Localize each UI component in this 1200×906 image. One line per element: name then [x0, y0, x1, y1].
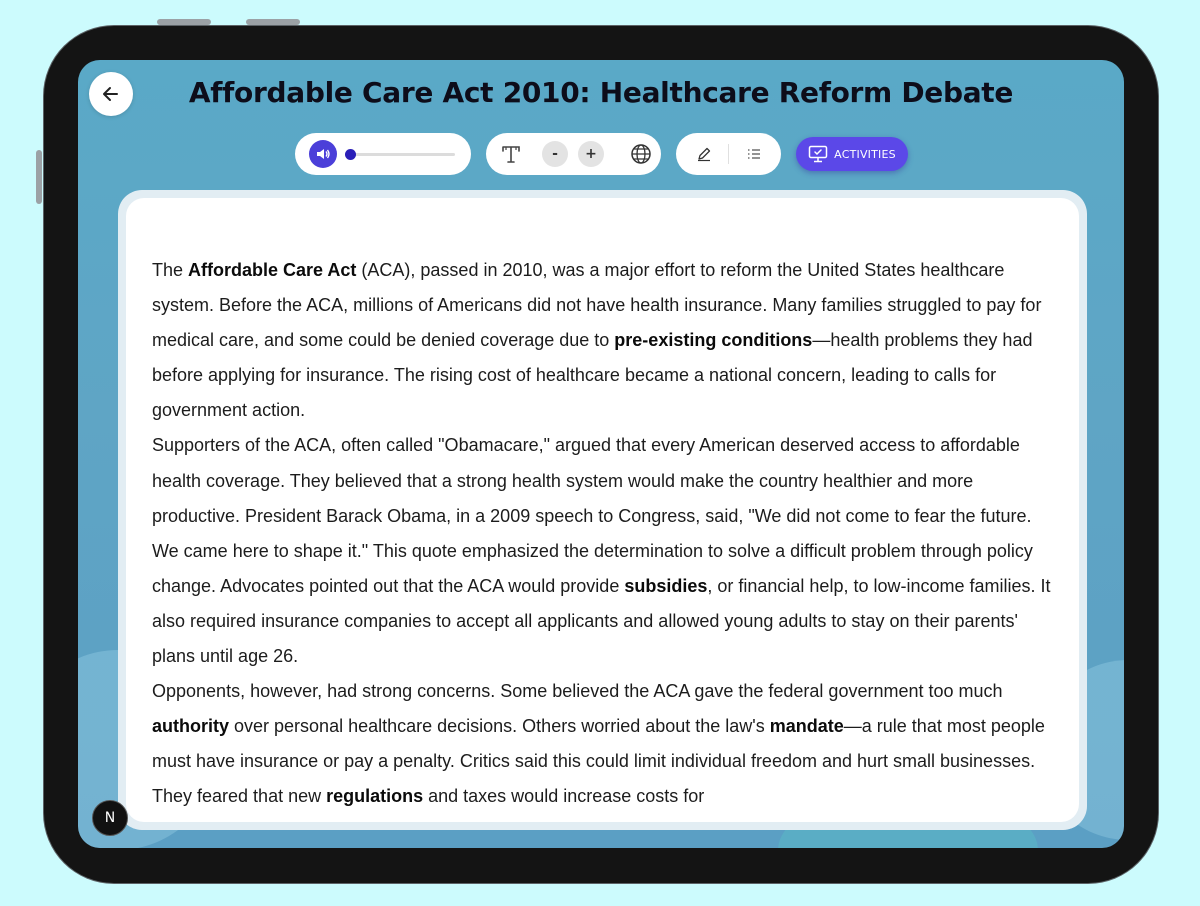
- paragraph-text: , or financial help, to low-income families. It also required insurance companies to accept all applicants and allowed young adults to stay on their parents' plans until age 26.: [152, 575, 1051, 667]
- key-term: subsidies: [624, 575, 708, 596]
- article-card[interactable]: [126, 198, 1079, 822]
- key-term: mandate: [769, 716, 844, 737]
- toolbar-divider: [728, 144, 729, 164]
- article-paragraph: [152, 253, 1062, 428]
- article-paragraph: [152, 674, 1062, 814]
- slider-thumb[interactable]: [345, 149, 356, 160]
- paragraph-text: and taxes would increase costs for: [423, 786, 705, 807]
- decrease-font-button[interactable]: -: [542, 141, 568, 167]
- highlight-button[interactable]: [696, 146, 712, 162]
- article-content: [152, 253, 1062, 815]
- reading-tools: [676, 133, 781, 175]
- list-icon: [746, 146, 762, 162]
- pencil-icon: [696, 146, 712, 162]
- page-title: Affordable Care Act 2010: Healthcare Reform Debate: [188, 76, 1014, 109]
- key-term: regulations: [326, 786, 424, 807]
- paragraph-text: over personal healthcare decisions. Others worried about the law's: [229, 716, 770, 737]
- tablet-frame: [44, 26, 1158, 883]
- dev-badge[interactable]: N: [92, 800, 128, 836]
- back-button[interactable]: [89, 72, 133, 116]
- text-size-icon: [500, 143, 522, 165]
- paragraph-text: —health problems they had before applying for insurance. The rising cost of healthcare became a national concern, leading to calls for government action.: [152, 330, 1033, 421]
- list-button[interactable]: [746, 146, 762, 162]
- monitor-check-icon: [808, 145, 828, 163]
- paragraph-text: The: [152, 260, 189, 280]
- play-audio-button[interactable]: [309, 140, 337, 168]
- speaker-icon: [315, 146, 331, 162]
- text-controls: [486, 133, 661, 175]
- activities-button[interactable]: [796, 137, 908, 171]
- article-paragraph: [152, 428, 1062, 674]
- article-card-frame: [118, 190, 1087, 830]
- activities-label: ACTIVITIES: [834, 147, 896, 161]
- app-screen: [78, 60, 1124, 848]
- volume-up-hardware-button: [157, 19, 211, 25]
- globe-icon: [630, 143, 652, 165]
- key-term: authority: [152, 716, 230, 737]
- key-term: pre-existing conditions: [614, 330, 813, 351]
- increase-font-button[interactable]: +: [578, 141, 604, 167]
- side-hardware-button: [36, 150, 42, 204]
- language-button[interactable]: [630, 143, 652, 165]
- key-term: Affordable Care Act: [188, 260, 357, 280]
- paragraph-text: (ACA), passed in 2010, was a major effort to reform the United States healthcare system. Before the ACA, millions of Americans did not have health insurance. Many families struggled to pay for medical care, and some could be denied coverage due to: [152, 260, 1042, 351]
- paragraph-text: Supporters of the ACA, often called "Obamacare," argued that every American deserved access to affordable health coverage. They believed that a strong health system would make the country healthier and more productive. President Barack Obama, in a 2009 speech to Congress, said, "We did not come to fear the future. We came here to shape it." This quote emphasized the determination to solve a difficult problem through policy change. Advocates pointed out that the ACA would provide: [152, 435, 1033, 596]
- paragraph-text: Opponents, however, had strong concerns. Some believed the ACA gave the federal government too much: [152, 681, 1003, 702]
- audio-progress-slider[interactable]: [345, 153, 455, 156]
- arrow-left-icon: [101, 84, 121, 104]
- paragraph-text: —a rule that most people must have insurance or pay a penalty. Critics said this could limit individual freedom and hurt small businesses. They feared that new: [152, 716, 1045, 807]
- audio-player: [295, 133, 471, 175]
- font-settings-button[interactable]: [500, 143, 522, 165]
- volume-down-hardware-button: [246, 19, 300, 25]
